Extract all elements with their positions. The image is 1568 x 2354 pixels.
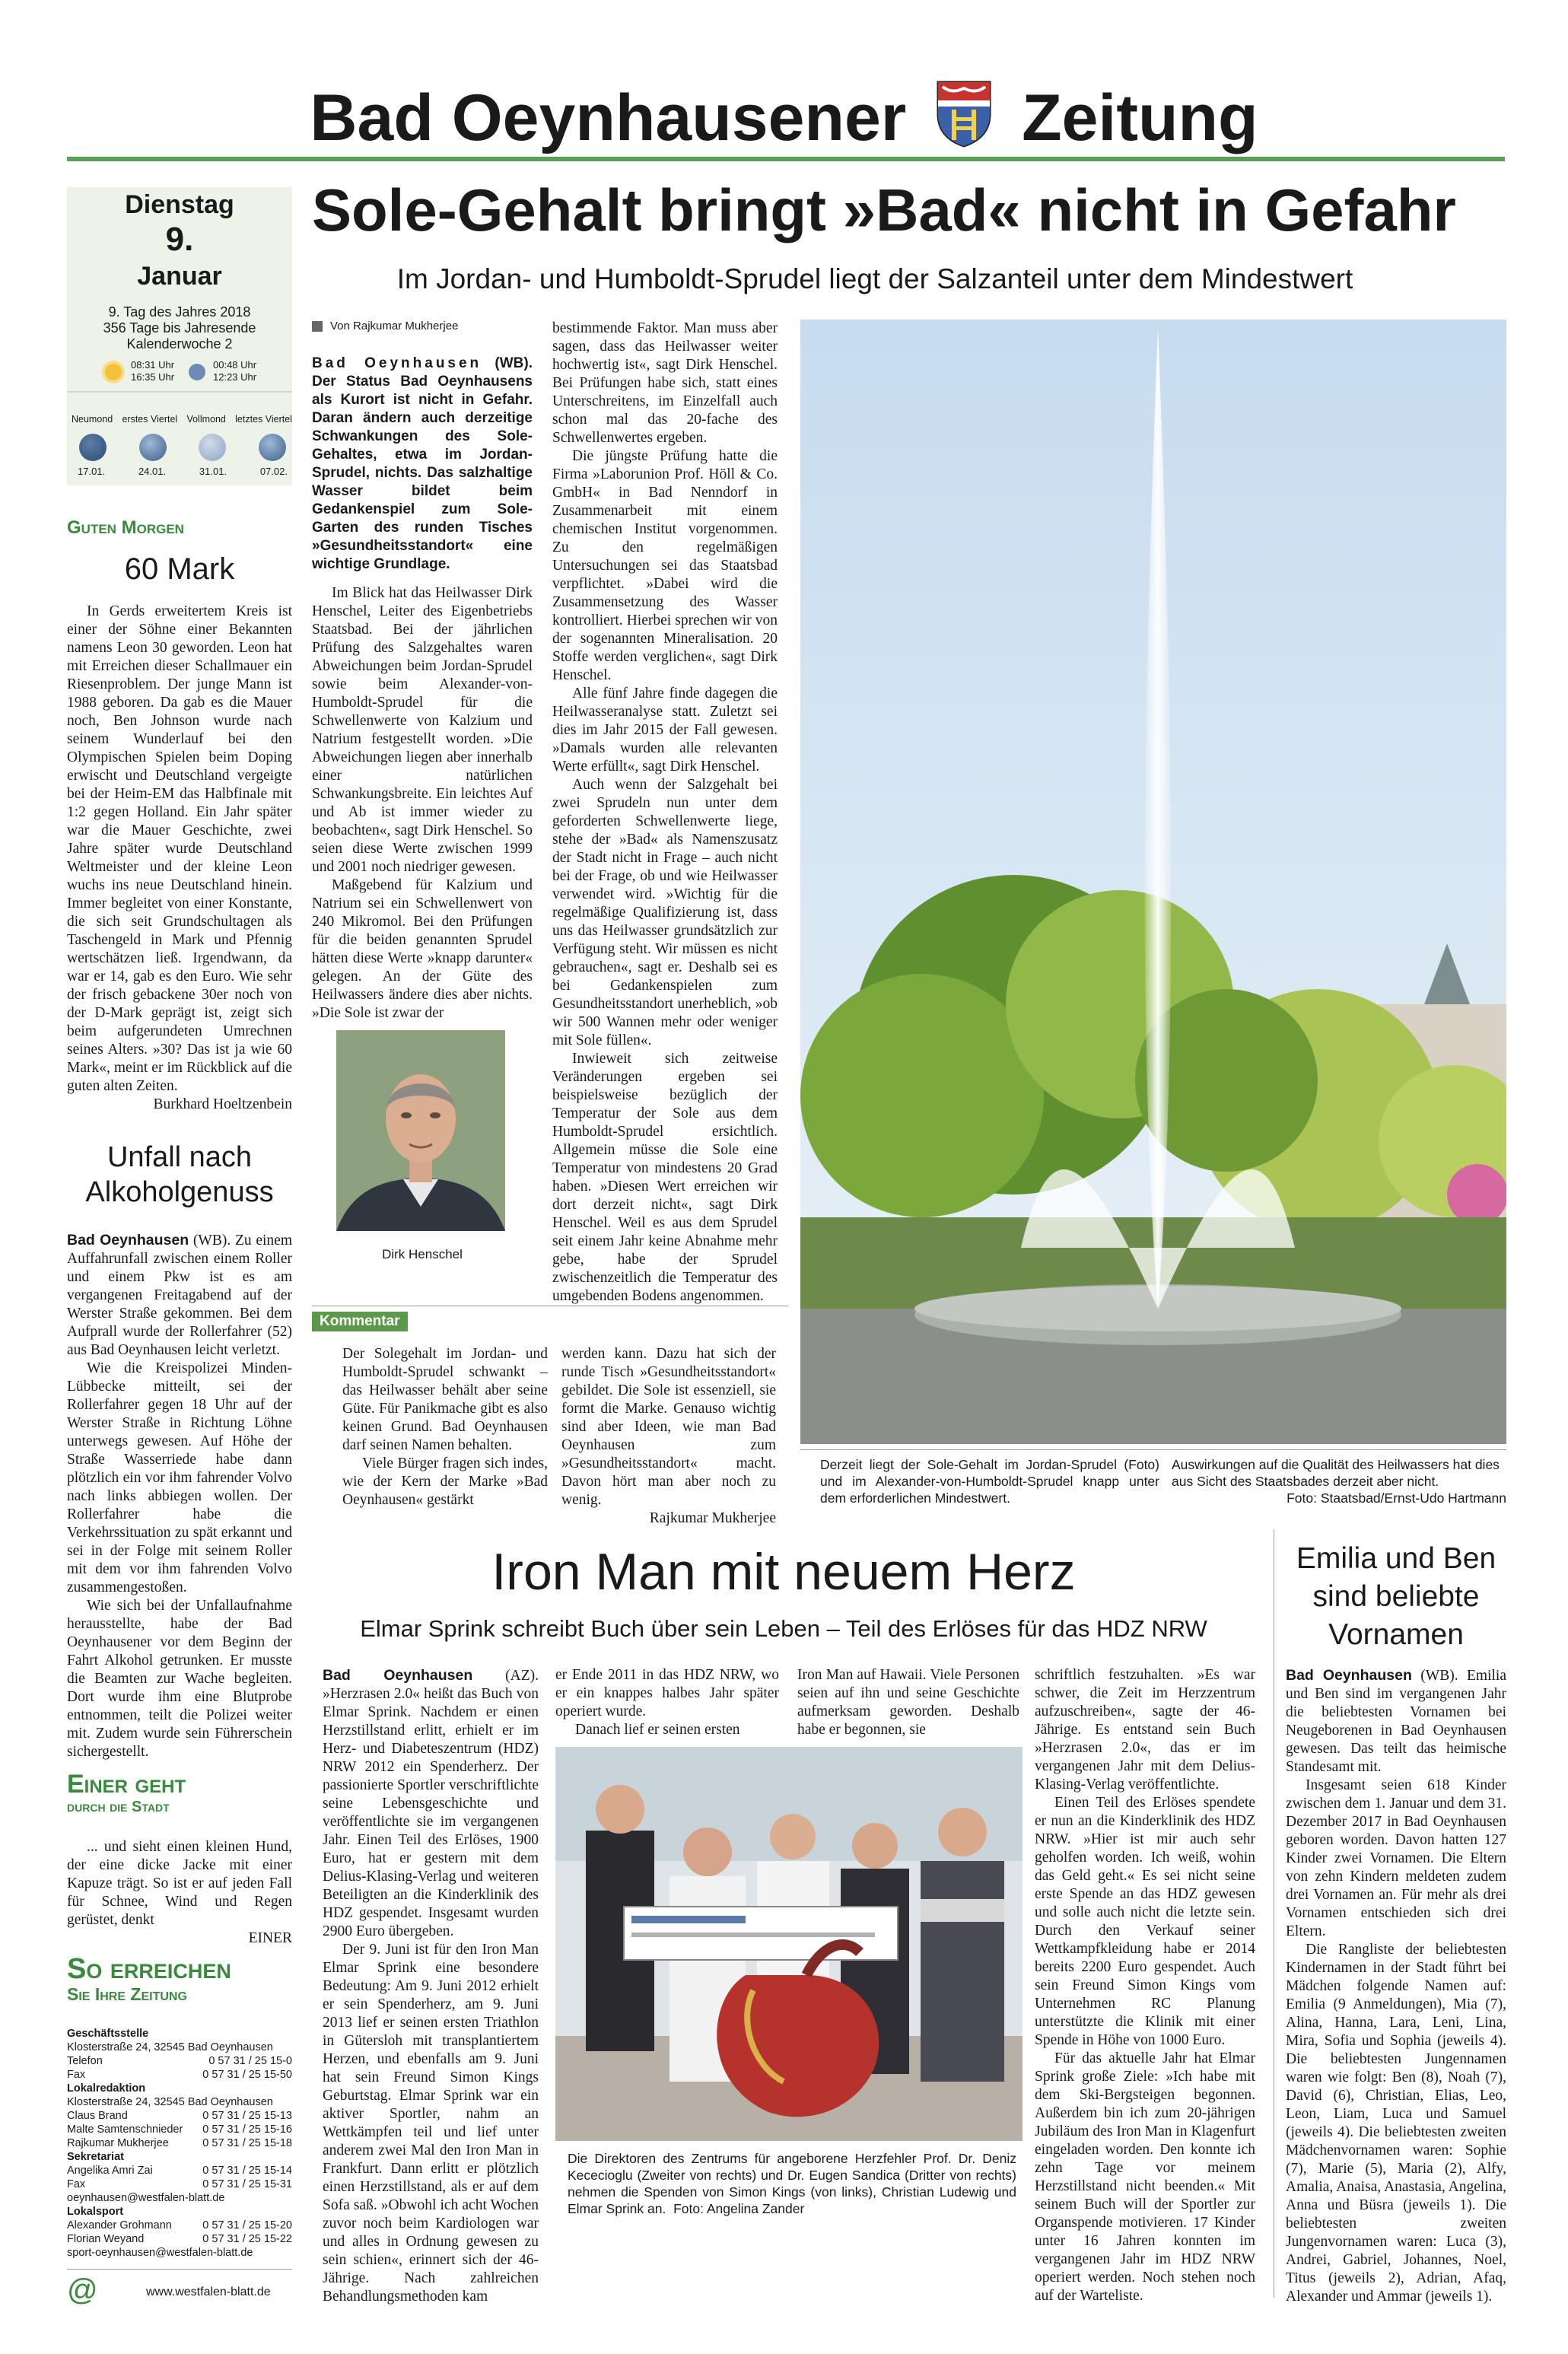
- unfall-text3: Wie sich bei der Unfallaufnahme herausstellte, habe der Bad Oeynhausener vor dem Beginn der Fahrt Alkohol getrunken. Er musste die Beamten zur Wache begleiten. Dort wurde ihm eine Blutprobe entnommen, teilt die Polizei weiter mit. Zudem wurde sein Führerschein sichergestellt.: [67, 1598, 296, 1760]
- kommentar-col2: [561, 1345, 780, 1528]
- first-quarter-moon-icon: [139, 434, 167, 461]
- contact-row: [67, 2191, 292, 2205]
- contact-row-label: Sekretariat: [67, 2151, 124, 2163]
- emilia-p2: Insgesamt seien 618 Kinder zwischen dem 1. Januar und dem 31. Dezember 2017 in Bad Oeynhausen geboren worden. Davon hatten 127 Kinder zwei Vornamen. Die Eltern von zehn Kindern meldeten zudem drei Vornamen an. Für mehr als drei Vornamen entschieden sich drei Eltern.: [1286, 1777, 1510, 1939]
- contact-row-label: Claus Brand: [67, 2110, 128, 2122]
- ironman-col2: [555, 1666, 783, 1739]
- emilia-dateline: Bad Oeynhausen: [1286, 1667, 1412, 1684]
- contact-row: [67, 2054, 292, 2068]
- einer-geht-title: Einer geht: [67, 1770, 186, 1799]
- main-col2b: Maßgebend für Kalzium und Natrium sei ein Schwellenwert von 240 Mikromol. Bei den Prüfungen für die beiden genannten Sprudel hätten diese Werte »knapp darunter« gelegen. An der Güte des Heilwassers ändere dies aber nichts. »Die Sole ist zwar der: [312, 877, 536, 1021]
- main-lead: (WB). Der Status Bad Oeynhausens als Kurort ist nicht in Gefahr. Daran ändern auch derzeitige Schwankungen des Sole-Gehaltes, etwa im Jordan-Sprudel, nichts. Das salzhaltige Wasser bildet beim Gedankenspiel zum Sole-Garten des runden Tisches »Gesundheitsstandort« eine wichtige Grundlage.: [312, 355, 537, 572]
- ironman-c4c: Für das aktuelle Jahr hat Elmar Sprink große Ziele: »Ich habe mit dem Ski-Bergsteigen begonnen. Außerdem bin ich zum 20-jährigen Jubiläum des Iron Man in Klagenfurt eingeladen worden. Den konnte ich zehn Tage vor meinem Herzstillstand nicht beenden.« Mit seinem Buch will der Sportler zur Organspende motivieren. 17 Kinder unter 16 Jahren konnten im vergangenen Jahr im HDZ NRW operiert werden. Noch stehen noch auf der Warteliste.: [1035, 2050, 1259, 2304]
- contact-subtitle: Sie Ihre Zeitung: [67, 1984, 187, 2004]
- coat-of-arms-icon: [935, 78, 993, 167]
- ironman-c1b: Der 9. Juni ist für den Iron Man Elmar Sprink eine besondere Bedeutung: Am 9. Juni 2012 erhielt er sein Spenderherz, am 9. Juni 2013 lief er seinen ersten Triathlon in Gütersloh mit transplantiertem Herzen, und ebenfalls am 9. Juni hat sein Freund Simon Kings Geburtstag. Elmar Sprink war ein aktiver Sportler, nahm an Wettkämpfen teil und lief unter anderem zwei Mal den Iron Man in Frankfurt. Dann erlitt er plötzlich einen Herzstillstand, als er auf dem Sofa saß. »Obwohl ich acht Wochen zuvor noch beim Kardiologen war und alles in Ordnung gewesen zu sein schien«, erinnert sich der 46-Jährige. Nach zahlreichen Behandlungsmethoden kam: [323, 1942, 542, 2305]
- contact-row-label: Angelika Amri Zai: [67, 2165, 153, 2177]
- masthead: [0, 76, 1568, 160]
- contact-row-label: Lokalredaktion: [67, 2082, 146, 2095]
- contact-row-label: Klosterstraße 24, 32545 Bad Oeynhausen: [67, 2096, 273, 2108]
- group-photo-credit: Foto: Angelina Zander: [673, 2201, 805, 2216]
- phase-label-2: erstes Viertel: [122, 414, 178, 425]
- main-col3d: Auch wenn der Salzgehalt bei zwei Sprudeln nun unter dem geforderten Schwellenwerte liege, stehe der »Bad« als Namenszusatz der Stadt nicht in Frage – auch nicht bei der Frage, ob und wie Heilwasser verwendet wird. »Wichtig für die regelmäßige Qualifizierung ist, dass uns das Heilwasser grundsätzlich zur Verfügung steht. Wir müssen es nicht gebrauchen«, sagt er. Deshalb sei es bei Gedankenspielen zum Gesundheitsstandort unerheblich, »ob wir 500 Wannen mehr oder weniger mit Sole füllen«.: [552, 777, 781, 1048]
- sunrise-time: 08:31 Uhr: [131, 359, 175, 371]
- main-col3e: Inwieweit sich zeitweise Veränderungen ergeben sei beispielsweise bezüglich der Temperatur der Sole aus dem Humboldt-Sprudel ersichtlich. Allgemein müsse die Sole eine Temperatur von mindestens 20 Grad haben. »Diesen Wert erreichen wir dort derzeit nicht«, sagt Dirk Henschel. Weil es aus dem Sprudel seit einem Jahr keine Abnahme mehr gebe, habe der Sprudel zwischenzeitlich die Temperatur des umgebenden Bodens angenommen.: [552, 1051, 781, 1304]
- einer-geht-subtitle: durch die Stadt: [67, 1799, 170, 1815]
- date-line1: 9. Tag des Jahres 2018: [108, 304, 251, 320]
- contact-row-label: Florian Weyand: [67, 2233, 145, 2245]
- contact-row-label: Rajkumar Mukherjee: [67, 2137, 169, 2149]
- ironman-subhead: Elmar Sprink schreibt Buch über sein Leben – Teil des Erlöses für das HDZ NRW: [360, 1615, 1207, 1642]
- date-day: 9.: [165, 221, 194, 258]
- contact-row: [67, 2205, 292, 2219]
- masthead-left: Bad Oeynhausener: [310, 81, 907, 154]
- contact-label: [67, 1954, 231, 2005]
- main-col3c: Alle fünf Jahre finde dagegen die Heilwasseranalyse statt. Zuletzt sei dies im Jahr 2015 der Fall gewesen. »Damals wurden alle relevanten Werte erfüllt«, sagt Dirk Henschel.: [552, 686, 781, 775]
- portrait-caption: Dirk Henschel: [382, 1247, 463, 1261]
- phase-label-4: letztes Viertel: [235, 414, 292, 425]
- contact-title: So erreichen: [67, 1953, 231, 1985]
- contact-row: [67, 2123, 292, 2136]
- emilia-headline: Emilia und Ben sind beliebte Vornamen: [1296, 1542, 1496, 1651]
- contact-row: [67, 2232, 292, 2246]
- contact-row: [67, 2246, 292, 2260]
- contact-row: [67, 2095, 292, 2109]
- moonrise-time: 00:48 Uhr: [213, 359, 257, 371]
- unfall-text1: (WB). Zu einem Auffahrunfall zwischen einem Roller und einem Pkw ist es am vergangenen Freitagabend auf der Werster Straße gekommen. Bei dem Aufprall wurde der Rollerfahrer (52) aus Bad Oeynhausen leicht verletzt.: [67, 1233, 296, 1358]
- guten-morgen-label: Guten Morgen: [67, 517, 184, 538]
- date-month: Januar: [137, 262, 222, 291]
- einer-geht-body: ... und sieht einen kleinen Hund, der eine dicke Jacke mit einer Kapuze trägt. So ist er auf jeden Fall für Schnee, Wind und Regen gerüstet, denkt: [67, 1839, 296, 1928]
- contact-row-value: 0 57 31 / 25 15-31: [202, 2178, 292, 2190]
- fountain-photo-credit: Foto: Staatsbad/Ernst-Udo Hartmann: [1287, 1490, 1506, 1506]
- byline-square-icon: [312, 321, 323, 332]
- portrait-photo: [336, 1030, 505, 1231]
- contact-row: [67, 2041, 292, 2054]
- main-col2a: Im Blick hat das Heilwasser Dirk Henschel, Leiter des Eigenbetriebs Staatsbad. Bei der jährlichen Prüfung des Salzgehaltes waren Abweichungen beim Jordan-Sprudel sowie beim Alexander-von-Humboldt-Sprudel für die Schwellenwerte von Kalzium und Natrium festgestellt worden. »Die Abweichungen liegen aber innerhalb einer natürlichen Schwankungsbreite. Ein leichtes Auf und Ab ist immer wieder zu beobachten«, sagt Dirk Henschel. So seien diese Werte zwischen 1999 und 2001 noch niedriger gewesen.: [312, 585, 536, 875]
- ironman-c1a: (AZ). »Herzrasen 2.0« heißt das Buch von Elmar Sprink. Nachdem er einen Herzstillstand erlitt, erhielt er im Herz- und Diabeteszentrum (HDZ) NRW 2012 ein Spenderherz. Der passionierte Sportler verschriftlichte seine Lebensgeschichte und veröffentlichte sie im vergangenen Jahr. Einen Teil des Erlöses, 1900 Euro, hat er gestern mit dem Delius-Klasing-Verlag und weiteren Beteiligten an die Kinderklinik des HDZ gespendet. Insgesamt wurden 2900 Euro übergeben.: [323, 1668, 542, 1939]
- phase-label-1: Neumond: [72, 414, 113, 425]
- masthead-right: Zeitung: [1022, 81, 1258, 154]
- contact-row: [67, 2150, 292, 2164]
- main-lead-dateline: Bad Oeynhausen: [312, 355, 482, 371]
- ironman-c2b: Danach lief er seinen ersten: [575, 1722, 740, 1738]
- ironman-c2a: er Ende 2011 in das HDZ NRW, wo er ein knappes halbes Jahr später operiert wurde.: [555, 1667, 783, 1719]
- contact-row-value: 0 57 31 / 25 15-22: [202, 2233, 292, 2245]
- ironman-c3: Iron Man auf Hawaii. Viele Personen seien auf ihn und seine Geschichte aufmerksam geworden. Deshalb habe er begonnen, sie: [797, 1667, 1023, 1738]
- contact-row-label: Telefon: [67, 2055, 103, 2067]
- contact-row-label: Lokalsport: [67, 2206, 124, 2218]
- main-col3a: bestimmende Faktor. Man muss aber sagen, dass das Heilwasser weiter hochwertig ist«, sagt Dirk Henschel. Bei Prüfungen habe sich, statt eines Unterschreitens, im Einzelfall auch schon mal das 20-fache des Schwellenwertes ergeben.: [552, 320, 781, 446]
- phase-date-3: 31.01.: [199, 466, 227, 477]
- guten-morgen-author: Burkhard Hoeltzenbein: [153, 1096, 292, 1112]
- date-box: [67, 187, 292, 485]
- guten-morgen-text: [67, 603, 296, 1114]
- date-weekday: Dienstag: [125, 190, 234, 219]
- contact-row-value: 0 57 31 / 25 15-0: [208, 2055, 292, 2067]
- fountain-photo: [800, 320, 1506, 1444]
- date-line2: 356 Tage bis Jahresende: [103, 320, 256, 336]
- kommentar-col1a: Der Solegehalt im Jordan- und Humboldt-Sprudel schwankt – das Heilwasser behält aber seine Güte. Für Panikmache gibt es also keinen Grund. Bad Oeynhausen darf seinen Namen behalten.: [342, 1346, 552, 1453]
- emilia-p1: (WB). Emilia und Ben sind im vergangenen Jahr die beliebtesten Vornamen bei Neugeborenen in Bad Oeynhausen gewesen. Das teilt das heimische Standesamt mit.: [1286, 1668, 1510, 1775]
- unfall-dateline: Bad Oeynhausen: [67, 1232, 189, 1249]
- einer-geht-text: [67, 1838, 296, 1948]
- contact-row-label: Fax: [67, 2069, 86, 2081]
- main-headline: Sole-Gehalt bringt »Bad« nicht in Gefahr: [312, 177, 1456, 243]
- contact-row: [67, 2136, 292, 2150]
- contact-row: [67, 2219, 292, 2232]
- ironman-col1: [323, 1666, 542, 2306]
- group-photo: [555, 1747, 1023, 2141]
- ironman-col4: [1035, 1666, 1259, 2305]
- contact-row-value: 0 57 31 / 25 15-14: [202, 2165, 292, 2177]
- full-moon-icon: [199, 434, 226, 461]
- contact-row-label: Alexander Grohmann: [67, 2219, 172, 2232]
- guten-morgen-title: 60 Mark: [124, 552, 235, 586]
- contact-table: [67, 2027, 292, 2260]
- website-link[interactable]: www.westfalen-blatt.de: [146, 2286, 271, 2298]
- contact-row-label: Geschäftsstelle: [67, 2028, 149, 2040]
- unfall-headline: Unfall nach Alkoholgenuss: [85, 1141, 274, 1208]
- contact-row: [67, 2177, 292, 2191]
- contact-row-value: 0 57 31 / 25 15-16: [202, 2123, 292, 2136]
- moonset-time: 12:23 Uhr: [213, 371, 257, 383]
- ironman-dateline: Bad Oeynhausen: [323, 1667, 473, 1684]
- ironman-headline: Iron Man mit neuem Herz: [491, 1543, 1076, 1601]
- new-moon-icon: [79, 434, 107, 461]
- contact-row-label: Klosterstraße 24, 32545 Bad Oeynhausen: [67, 2041, 273, 2053]
- einer-geht-label: [67, 1770, 186, 1816]
- contact-row-value: 0 57 31 / 25 15-18: [202, 2137, 292, 2149]
- unfall-text2: Wie die Kreispolizei Minden-Lübbecke mitteilt, sei der Rollerfahrer gegen 18 Uhr auf der Werster Straße in Richtung Löhne unterwegs gewesen. Auf Höhe der Straße Wasserriede habe dann plötzlich ein vor ihm fahrender Volvo nach links abbiegen wollen. Der Rollerfahrer habe die Verkehrssituation zu spät erkannt und sei in der Folge mit seinem Roller mit dem vor ihm fahrenden Volvo zusammengestoßen.: [67, 1360, 296, 1595]
- ironman-c4a: schriftlich festzuhalten. »Es war schwer, die Zeit im Herzzentrum aufzuschreiben«, sagte der 46-Jährige. Es entstand sein Buch »Herzrasen 2.0«, das er im vergangenen Jahr mit dem Delius-Klasing-Verlag veröffentlichte.: [1035, 1667, 1259, 1793]
- phase-label-3: Vollmond: [186, 414, 226, 425]
- contact-row-value: 0 57 31 / 25 15-50: [202, 2069, 292, 2081]
- contact-row: [67, 2082, 292, 2095]
- phase-date-2: 24.01.: [138, 466, 167, 477]
- contact-row-value: 0 57 31 / 25 15-20: [202, 2219, 292, 2232]
- guten-morgen-body: In Gerds erweitertem Kreis ist einer der Söhne einer Bekannten namens Leon 30 geworden. Leon hat mit Erreichen dieser Schallmauer ein Riesenproblem. Der junge Mann ist 1988 geboren. Da gab es die Mauer noch, Ben Johnson wurde nach seinem Wunderlauf bei den Olympischen Spielen beim Doping erwischt und Deutschland vergeigte bei der Heim-EM das Halbfinale mit 1:2 gegen Holland. Ein Jahr später war die Mauer Geschichte, zwei Jahre später wurde Deutschland Weltmeister und der kleine Leon wuchs ins neue Deutschland hinein. Immer begleitet von einer Konstante, die sich seit Grundschultagen als Taschengeld in Mark und Pfennig wertschätzen ließ. Irgendwann, da war er 14, gab es den Euro. Wie sehr der frisch gebackene 30er noch von der D-Mark geprägt ist, zeigt sich beim aufgerundeten Umrechnen seines Alters. »30? Das ist ja wie 60 Mark«, meint er im Rückblick auf die guten alten Zeiten.: [67, 603, 296, 1094]
- unfall-text: [67, 1231, 296, 1761]
- contact-row-value: 0 57 31 / 25 15-13: [202, 2110, 292, 2122]
- main-col1: [312, 355, 537, 1023]
- emilia-p3: Die Rangliste der beliebtesten Kindernamen in der Stadt führt bei Mädchen folgende Namen auf: Emilia (9 Anmeldungen), Mia (7), Alina, Hanna, Lara, Leni, Lina, Mira, Sofia und Sophia (jeweils 4). Die beliebtesten Jungennamen waren wie folgt: Ben (8), Noah (7), David (6), Christian, Elias, Leo, Leon, Liam, Luca und Samuel (jeweils 4). Die beliebtesten zweiten Mädchenvornamen waren: Sophie (7), Marie (5), Maria (2), Alfy, Amalia, Anaisa, Anastasia, Angelina, Anna und Büsra (jeweils 1). Die beliebtesten zweiten Jungenvornamen waren: Luca (3), Andrei, Gabriel, Johannes, Noel, Titus (jeweils 2), Adrian, Afaq, Alexander und Ammar (jeweils 1).: [1286, 1942, 1510, 2305]
- sun-icon: [105, 364, 122, 380]
- fountain-caption-right-text: Auswirkungen auf die Qualität des Heilwassers hat dies aus Sicht des Staatsbades derzeit aber nicht.: [1172, 1457, 1500, 1489]
- group-photo-caption: [568, 2150, 1016, 2217]
- contact-row-label: Malte Samtenschnieder: [67, 2123, 183, 2136]
- byline-text: Von Rajkumar Mukherjee: [330, 320, 459, 332]
- phase-date-4: 07.02.: [259, 466, 288, 477]
- kommentar-author: Rajkumar Mukherjee: [649, 1510, 776, 1526]
- fountain-caption-left: Derzeit liegt der Sole-Gehalt im Jordan-Sprudel (Foto) und im Alexander-von-Humboldt-Sprudel knapp unter dem erforderlichen Mindestwert.: [820, 1457, 1159, 1506]
- contact-row-label: Fax: [67, 2178, 86, 2190]
- main-subhead: Im Jordan- und Humboldt-Sprudel liegt der Salzanteil unter dem Mindestwert: [396, 263, 1353, 294]
- kommentar-col2-body: werden kann. Dazu hat sich der runde Tisch »Gesundheitsstandort« gebildet. Die Sole ist essenziell, sie formt die Marke. Genauso wichtig sind aber Ideen, wie man Bad Oeynhausen zum »Gesundheitsstandort« macht. Davon hört man aber noch zu wenig.: [561, 1346, 780, 1508]
- kommentar-label: Kommentar: [312, 1312, 408, 1331]
- ironman-c4b: Einen Teil des Erlöses spendete er nun an die Kinderklinik des HDZ NRW. »Hier ist mir auch sehr geholfen worden. Ich weiß, wohin das Geld geht.« Es sei nicht seine erste Spende an das HDZ gewesen und solle auch nicht die letzte sein. Durch den Verkauf seiner Wettkampfkleidung habe er 2014 bereits 2200 Euro gespendet. Auch sein Freund Simon Kings vom Unternehmen RC Planung unterstützte die Klinik mit einer Spende in Höhe von 1000 Euro.: [1035, 1795, 1259, 2048]
- contact-row-label: sport-oeynhausen@westfalen-blatt.de: [67, 2247, 253, 2259]
- kommentar-col1: [342, 1345, 552, 1509]
- group-caption-text: Die Direktoren des Zentrums für angeborene Herzfehler Prof. Dr. Deniz Kececioglu (Zweiter von rechts) und Dr. Eugen Sandica (Dritter von rechts) nehmen die Spenden von Simon Kings (von links), Christian Ludewig und Elmar Sprink an.: [568, 2151, 1016, 2216]
- masthead-rule: [67, 157, 1505, 161]
- fountain-caption-right: [1172, 1456, 1506, 1506]
- at-icon: @: [67, 2273, 98, 2307]
- contact-row: [67, 2068, 292, 2082]
- date-line3: Kalenderwoche 2: [126, 336, 233, 352]
- contact-row: [67, 2164, 292, 2177]
- main-byline: [312, 320, 458, 332]
- contact-row: [67, 2027, 292, 2041]
- sunset-time: 16:35 Uhr: [131, 371, 175, 383]
- phase-date-1: 17.01.: [78, 466, 106, 477]
- last-quarter-moon-icon: [259, 434, 286, 461]
- kommentar-col1b: Viele Bürger fragen sich indes, wie der Kern der Marke »Bad Oeynhausen« gestärkt: [342, 1455, 552, 1508]
- einer-geht-author: EINER: [248, 1930, 292, 1946]
- contact-row-label: oeynhausen@westfalen-blatt.de: [67, 2192, 225, 2204]
- moon-icon: [189, 364, 205, 380]
- main-col3b: Die jüngste Prüfung hatte die Firma »Laborunion Prof. Höll & Co. GmbH« in Bad Nenndorf in Zusammenarbeit mit einem chemischen Institut vorgenommen. Zu den regelmäßigen Untersuchungen sei das Staatsbad verpflichtet. »Dabei wird die Zusammensetzung des Wasser kontrolliert. Hierbei sprechen wir von der sogenannten Mineralisation. 20 Stoffe werden verglichen«, sagt Dirk Henschel.: [552, 448, 781, 683]
- emilia-text: [1286, 1666, 1510, 2306]
- main-col3: [552, 320, 781, 1306]
- ironman-col3: [797, 1666, 1023, 1739]
- contact-row: [67, 2109, 292, 2123]
